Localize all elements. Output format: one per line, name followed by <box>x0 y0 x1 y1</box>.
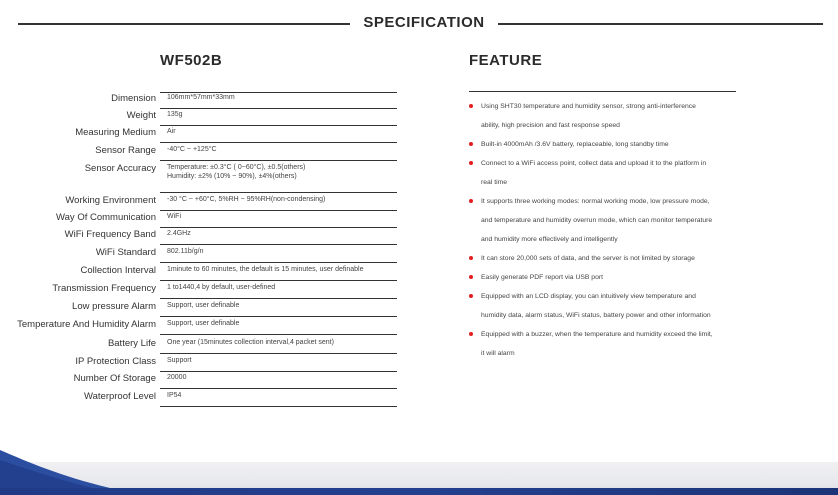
feature-item-continuation <box>469 344 769 363</box>
spec-row-rule <box>160 227 397 228</box>
spec-row-rule <box>160 353 397 354</box>
feature-text: it will alarm <box>481 350 515 357</box>
spec-label: Way Of Communication <box>56 212 156 223</box>
spec-value <box>167 319 397 328</box>
spec-label: Weight <box>126 110 156 121</box>
feature-item-continuation <box>469 173 769 192</box>
spec-row-rule <box>160 192 397 193</box>
feature-list <box>469 97 769 363</box>
feature-rule <box>469 91 736 92</box>
spec-value-line: Temperature: ±0.3°C ( 0~60°C), ±0.5(others) <box>167 164 306 171</box>
bullet-icon <box>469 104 473 108</box>
spec-row-rule <box>160 262 397 263</box>
spec-label: Temperature And Humidity Alarm <box>17 319 156 330</box>
feature-item <box>469 97 769 116</box>
spec-label: Sensor Range <box>95 145 156 156</box>
spec-value <box>167 229 397 238</box>
bullet-icon <box>469 275 473 279</box>
feature-item <box>469 135 769 154</box>
spec-value-line: IP54 <box>167 392 182 399</box>
spec-label: Working Environment <box>65 195 156 206</box>
spec-row-rule <box>160 125 397 126</box>
spec-value <box>167 301 397 310</box>
feature-text: and humidity more effectively and intelligently <box>481 236 618 243</box>
spec-row-rule <box>160 108 397 109</box>
footer-bar <box>0 488 838 495</box>
spec-label: Measuring Medium <box>75 127 156 138</box>
bullet-icon <box>469 294 473 298</box>
spec-value <box>167 145 397 154</box>
spec-label: Low pressure Alarm <box>72 301 156 312</box>
spec-value-line: WiFi <box>167 213 181 220</box>
spec-row-rule <box>160 142 397 143</box>
spec-label: Dimension <box>111 93 156 104</box>
spec-row-rule <box>160 244 397 245</box>
feature-text: and temperature and humidity overrun mode, which can monitor temperature <box>481 217 713 224</box>
feature-item <box>469 154 769 173</box>
spec-row-rule <box>160 406 397 407</box>
spec-value <box>167 356 397 365</box>
feature-item <box>469 192 769 211</box>
banner-left-rule <box>18 23 350 25</box>
section-title: SPECIFICATION <box>363 14 485 31</box>
feature-item <box>469 268 769 287</box>
spec-row-rule <box>160 280 397 281</box>
spec-value <box>167 163 397 181</box>
spec-row-rule <box>160 160 397 161</box>
spec-row-rule <box>160 388 397 389</box>
spec-row-rule <box>160 371 397 372</box>
feature-text: Connect to a WiFi access point, collect data and upload it to the platform in <box>481 160 707 167</box>
spec-value <box>167 127 397 136</box>
feature-text: Using SHT30 temperature and humidity sensor, strong anti-interference <box>481 103 696 110</box>
spec-value <box>167 195 397 204</box>
spec-value <box>167 212 397 221</box>
spec-label: Battery Life <box>107 338 156 349</box>
spec-value <box>167 338 397 347</box>
bullet-icon <box>469 161 473 165</box>
spec-label: Transmission Frequency <box>52 283 156 294</box>
bullet-icon <box>469 256 473 260</box>
feature-item-continuation <box>469 116 769 135</box>
spec-value <box>167 247 397 256</box>
spec-value-line: 106mm*57mm*33mm <box>167 94 235 101</box>
spec-row-rule <box>160 210 397 211</box>
spec-value-line: Air <box>167 128 176 135</box>
bullet-icon <box>469 199 473 203</box>
spec-label: WiFi Frequency Band <box>64 229 156 240</box>
spec-value <box>167 391 397 400</box>
spec-label: Number Of Storage <box>73 373 156 384</box>
feature-text: Equipped with a buzzer, when the temperature and humidity exceed the limit, <box>481 331 713 338</box>
bullet-icon <box>469 142 473 146</box>
feature-text: real time <box>481 179 508 186</box>
spec-value <box>167 93 397 102</box>
spec-value-line: Support, user definable <box>167 320 240 327</box>
feature-item <box>469 287 769 306</box>
spec-label: WiFi Standard <box>95 247 156 258</box>
spec-value-line: Support, user definable <box>167 302 240 309</box>
feature-item-continuation <box>469 306 769 325</box>
spec-value-line: 1minute to 60 minutes, the default is 15 minutes, user definable <box>167 266 364 273</box>
spec-value <box>167 265 397 274</box>
spec-value-line: -40°C ~ +125°C <box>167 146 217 153</box>
feature-text: Equipped with an LCD display, you can intuitively view temperature and <box>481 293 696 300</box>
spec-value-line: 802.11b/g/n <box>167 248 204 255</box>
spec-value <box>167 283 397 292</box>
spec-value-line: 1 to1440,4 by default, user-defined <box>167 284 276 291</box>
spec-value <box>167 110 397 119</box>
feature-item <box>469 325 769 344</box>
section-banner <box>0 12 838 36</box>
spec-label: IP Protection Class <box>75 356 156 367</box>
spec-value-line: 2.4GHz <box>167 230 191 237</box>
spec-row-rule <box>160 298 397 299</box>
spec-row-rule <box>160 334 397 335</box>
feature-text: ability, high precision and fast response speed <box>481 122 620 129</box>
spec-value-line: 135g <box>167 111 183 118</box>
feature-title: FEATURE <box>469 52 543 69</box>
spec-value-line: Humidity: ±2% (10% ~ 90%), ±4%(others) <box>167 173 297 180</box>
spec-value <box>167 373 397 382</box>
feature-item-continuation <box>469 211 769 230</box>
spec-value-line: Support <box>167 357 192 364</box>
feature-item <box>469 249 769 268</box>
feature-text: It can store 20,000 sets of data, and the server is not limited by storage <box>481 255 695 262</box>
feature-item-continuation <box>469 230 769 249</box>
spec-row-rule <box>160 316 397 317</box>
spec-value-line: 20000 <box>167 374 187 381</box>
spec-value-line: -30 °C ~ +60°C, 5%RH ~ 95%RH(non-condensing) <box>167 196 326 203</box>
spec-label: Sensor Accuracy <box>84 163 156 174</box>
spec-label: Collection Interval <box>80 265 156 276</box>
feature-text: It supports three working modes: normal working mode, low pressure mode, <box>481 198 710 205</box>
banner-right-rule <box>498 23 823 25</box>
model-title: WF502B <box>160 52 223 69</box>
bullet-icon <box>469 332 473 336</box>
feature-text: humidity data, alarm status, WiFi status, battery power and other information <box>481 312 711 319</box>
spec-value-line: One year (15minutes collection interval,4 packet sent) <box>167 339 334 346</box>
feature-text: Built-in 4000mAh /3.6V battery, replaceable, long standby time <box>481 141 669 148</box>
feature-text: Easily generate PDF report via USB port <box>481 274 604 281</box>
spec-label: Waterproof Level <box>84 391 156 402</box>
